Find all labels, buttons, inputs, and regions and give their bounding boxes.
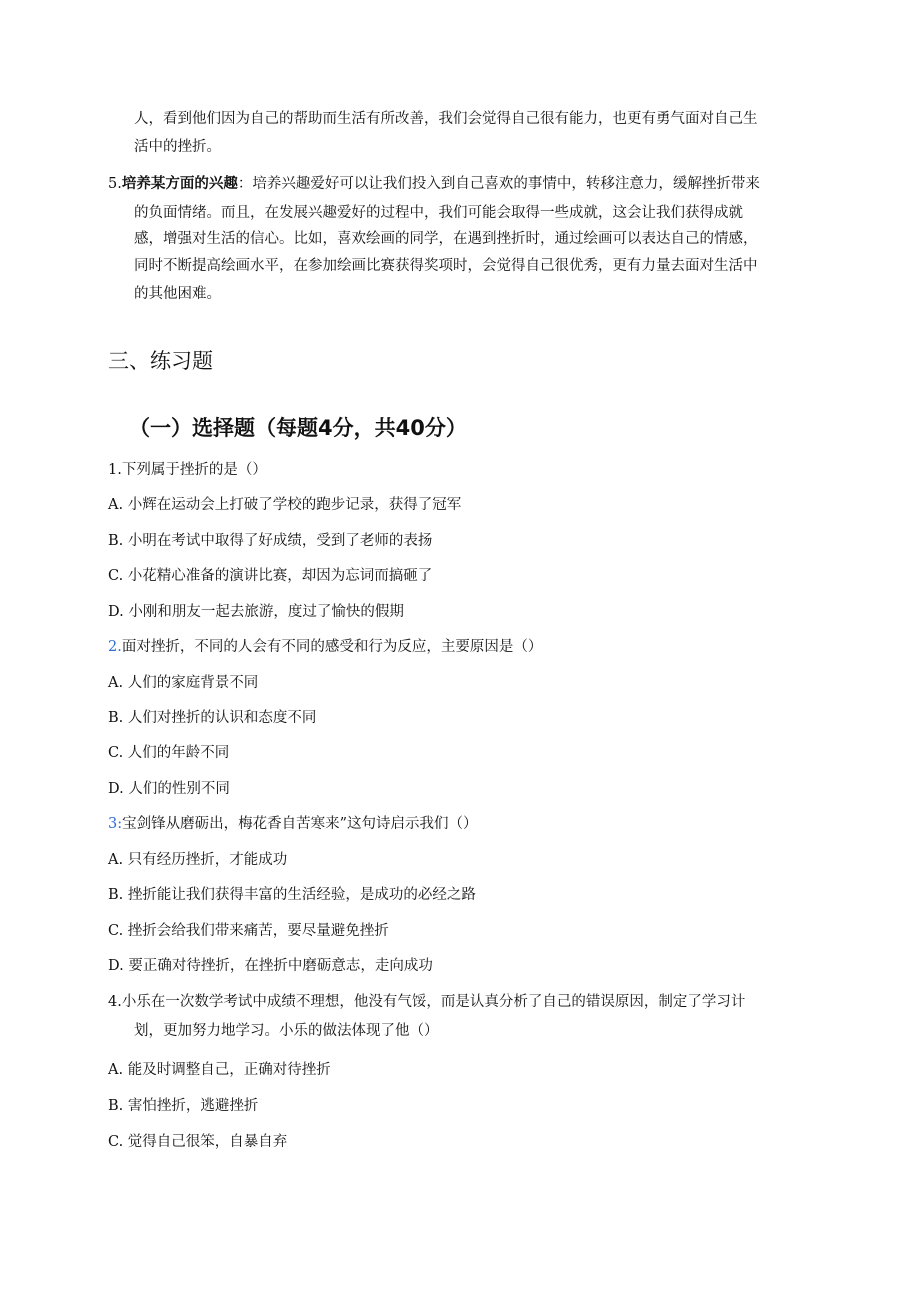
question-3-option-c: C. 挫折会给我们带来痛苦，要尽量避免挫折 [108,923,389,939]
question-2-text: 面对挫折，不同的人会有不同的感受和行为反应，主要原因是（） [121,639,543,655]
question-1-option-a: A. 小辉在运动会上打破了学校的跑步记录，获得了冠军 [108,497,462,513]
section-title: 三、练习题 [108,349,213,373]
intro-line-2: 活中的挫折。 [134,139,221,155]
point-5-text: ：培养兴趣爱好可以让我们投入到自己喜欢的事情中，转移注意力，缓解挫折带来 [237,176,760,192]
question-3-text: 宝剑锋从磨砺出，梅花香自苦寒来”这句诗启示我们（） [122,816,478,832]
question-1-option-d: D. 小刚和朋友一起去旅游，度过了愉快的假期 [108,604,404,620]
intro-line-1: 人，看到他们因为自己的帮助而生活有所改善，我们会觉得自己很有能力，也更有勇气面对自己生 [134,111,758,127]
question-3-option-a: A. 只有经历挫折，才能成功 [108,852,288,868]
question-2-number: 2. [108,639,122,655]
question-2-option-b: B. 人们对挫折的认识和态度不同 [108,710,317,726]
question-4-line-1 [108,992,745,1012]
question-2-option-a: A. 人们的家庭背景不同 [108,675,259,691]
question-1-option-c: C. 小花精心准备的演讲比赛，却因为忘词而搞砸了 [108,568,433,584]
question-3-option-b: B. 挫折能让我们获得丰富的生活经验，是成功的必经之路 [108,887,476,903]
question-4-text: 小乐在一次数学考试中成绩不理想，他没有气馁，而是认真分析了自己的错误原因，制定了学习计 [121,994,746,1010]
question-2-option-d: D. 人们的性别不同 [108,781,230,797]
point-5-line-3: 感，增强对生活的信心。比如，喜欢绘画的同学，在遇到挫折时，通过绘画可以表达自己的情感， [134,231,758,247]
question-4-option-c: C. 觉得自己很笨，自暴自弃 [108,1134,288,1150]
point-5-title: 培养某方面的兴趣 [121,175,238,192]
question-3-number: 3: [108,816,123,832]
question-2 [108,637,542,657]
question-2-option-c: C. 人们的年龄不同 [108,745,230,761]
question-1-text: 下列属于挫折的是（） [121,462,267,478]
question-4-option-a: A. 能及时调整自己，正确对待挫折 [108,1062,331,1078]
point-5-line-4: 同时不断提高绘画水平，在参加绘画比赛获得奖项时，会觉得自己很优秀，更有力量去面对生活中 [134,258,758,274]
question-4-option-b: B. 害怕挫折，逃避挫折 [108,1098,259,1114]
question-3-option-d: D. 要正确对待挫折，在挫折中磨砺意志，走向成功 [108,958,433,974]
question-1 [108,460,267,480]
point-5-line-5: 的其他困难。 [134,286,221,302]
point-5-line-1 [108,174,760,194]
question-4-number: 4. [108,994,122,1010]
point-5-number: 5. [108,176,122,192]
point-5-line-2: 的负面情绪。而且，在发展兴趣爱好的过程中，我们可能会取得一些成就，这会让我们获得成就 [134,205,743,221]
subsection-title: （一）选择题（每题4分，共40分） [129,416,467,440]
question-1-option-b: B. 小明在考试中取得了好成绩，受到了老师的表扬 [108,533,433,549]
question-4-line-2: 划，更加努力地学习。小乐的做法体现了他（） [134,1023,439,1039]
question-3 [108,814,478,834]
question-1-number: 1. [108,462,122,478]
